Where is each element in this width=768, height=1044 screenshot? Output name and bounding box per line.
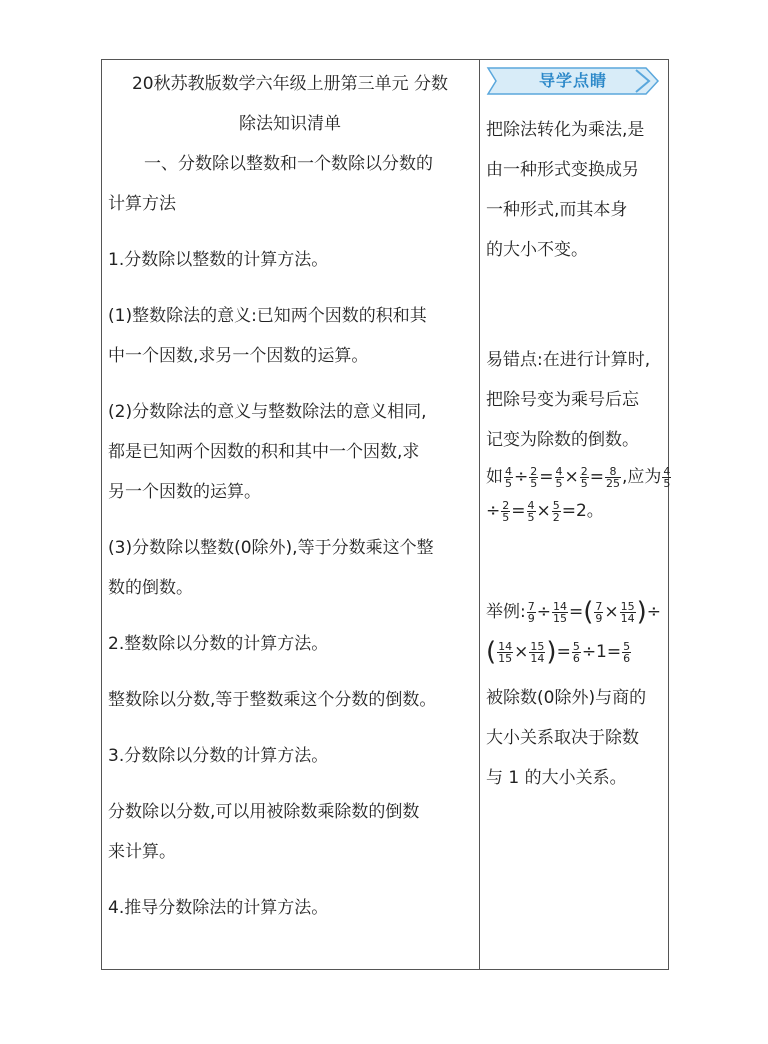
item-1-2-line2: 都是已知两个因数的积和其中一个因数,求 xyxy=(108,442,420,462)
example-line2: ( $\frac{14}{15}$ × $\frac{15}{14}$ )= $\frac{5}{6}$ ÷1= $\frac{5}{6}$ xyxy=(486,637,631,667)
item-1-2-line1: (2)分数除法的意义与整数除法的意义相同, xyxy=(108,402,427,422)
item-3-line1: 分数除以分数,可以用被除数乘除数的倒数 xyxy=(108,802,420,822)
doc-title-line1: 20秋苏教版数学六年级上册第三单元 分数 xyxy=(131,74,449,94)
fraction: $\frac{14}{15}$ xyxy=(498,639,513,665)
error-line2: 把除号变为乘号后忘 xyxy=(486,390,639,410)
fraction: $\frac{5}{2}$ xyxy=(552,498,560,524)
fraction: $\frac{7}{9}$ xyxy=(527,599,535,625)
item-1-3-line2: 数的倒数。 xyxy=(108,578,193,598)
note-line2: 大小关系取决于除数 xyxy=(486,728,639,748)
item-4-heading: 4.推导分数除法的计算方法。 xyxy=(108,898,329,918)
guide-banner xyxy=(486,66,660,96)
note-line1: 被除数(0除外)与商的 xyxy=(486,688,647,708)
tip-line2: 由一种形式变换成另 xyxy=(486,160,639,180)
item-1-1-line2: 中一个因数,求另一个因数的运算。 xyxy=(108,346,369,366)
item-2-heading: 2.整数除以分数的计算方法。 xyxy=(108,634,329,654)
error-line1: 易错点:在进行计算时, xyxy=(486,350,651,370)
fraction: $\frac{4}{5}$ xyxy=(527,498,535,524)
item-1-3-line1: (3)分数除以整数(0除外),等于分数乘这个整 xyxy=(108,538,434,558)
fraction: $\frac{15}{14}$ xyxy=(530,639,545,665)
tip-line3: 一种形式,而其本身 xyxy=(486,200,628,220)
item-3-line2: 来计算。 xyxy=(108,842,176,862)
fraction: $\frac{5}{6}$ xyxy=(623,639,631,665)
fraction: $\frac{7}{9}$ xyxy=(595,599,603,625)
fraction: $\frac{4}{5}$ xyxy=(505,464,512,490)
fraction: $\frac{5}{6}$ xyxy=(572,639,580,665)
error-example-line1: 如 $\frac{4}{5}$ ÷ $\frac{2}{5}$ = $\frac{4}{5}$ × $\frac{2}{5}$ = $\frac{8}{25}$ ,应为 $\frac{4}{5}$ xyxy=(486,464,671,490)
fraction: $\frac{15}{14}$ xyxy=(620,599,635,625)
item-1-2-line3: 另一个因数的运算。 xyxy=(108,482,261,502)
fraction: $\frac{8}{25}$ xyxy=(606,464,620,490)
error-example-line2: ÷ $\frac{2}{5}$ = $\frac{4}{5}$ × $\frac{5}{2}$ =2。 xyxy=(486,498,604,524)
knowledge-list xyxy=(108,64,472,928)
banner-title: 导学点睛 xyxy=(538,71,607,90)
doc-title-line2: 除法知识清单 xyxy=(239,114,341,134)
item-1-heading: 1.分数除以整数的计算方法。 xyxy=(108,250,329,270)
item-3-heading: 3.分数除以分数的计算方法。 xyxy=(108,746,329,766)
error-line3: 记变为除数的倒数。 xyxy=(486,430,639,450)
section-heading-line1: 一、分数除以整数和一个数除以分数的 xyxy=(144,154,433,174)
fraction: $\frac{2}{5}$ xyxy=(502,498,510,524)
fraction: $\frac{2}{5}$ xyxy=(530,464,538,490)
guide-sidebar xyxy=(486,64,671,798)
fraction: $\frac{2}{5}$ xyxy=(580,464,588,490)
section-heading-line2: 计算方法 xyxy=(108,194,176,214)
fraction: $\frac{4}{5}$ xyxy=(555,464,563,490)
item-1-1-line1: (1)整数除法的意义:已知两个因数的积和其 xyxy=(108,306,427,326)
note-line3: 与 1 的大小关系。 xyxy=(486,768,627,788)
tip-line1: 把除法转化为乘法,是 xyxy=(486,120,645,140)
item-2-text: 整数除以分数,等于整数乘这个分数的倒数。 xyxy=(108,690,437,710)
example-line1: 举例: $\frac{7}{9}$ ÷ $\frac{14}{15}$ =( $\frac{7}{9}$ × $\frac{15}{14}$ )÷ xyxy=(486,597,662,627)
fraction: $\frac{14}{15}$ xyxy=(552,599,567,625)
fraction: $\frac{4}{5}$ xyxy=(663,464,671,490)
column-divider xyxy=(479,59,480,970)
tip-line4: 的大小不变。 xyxy=(486,240,588,260)
